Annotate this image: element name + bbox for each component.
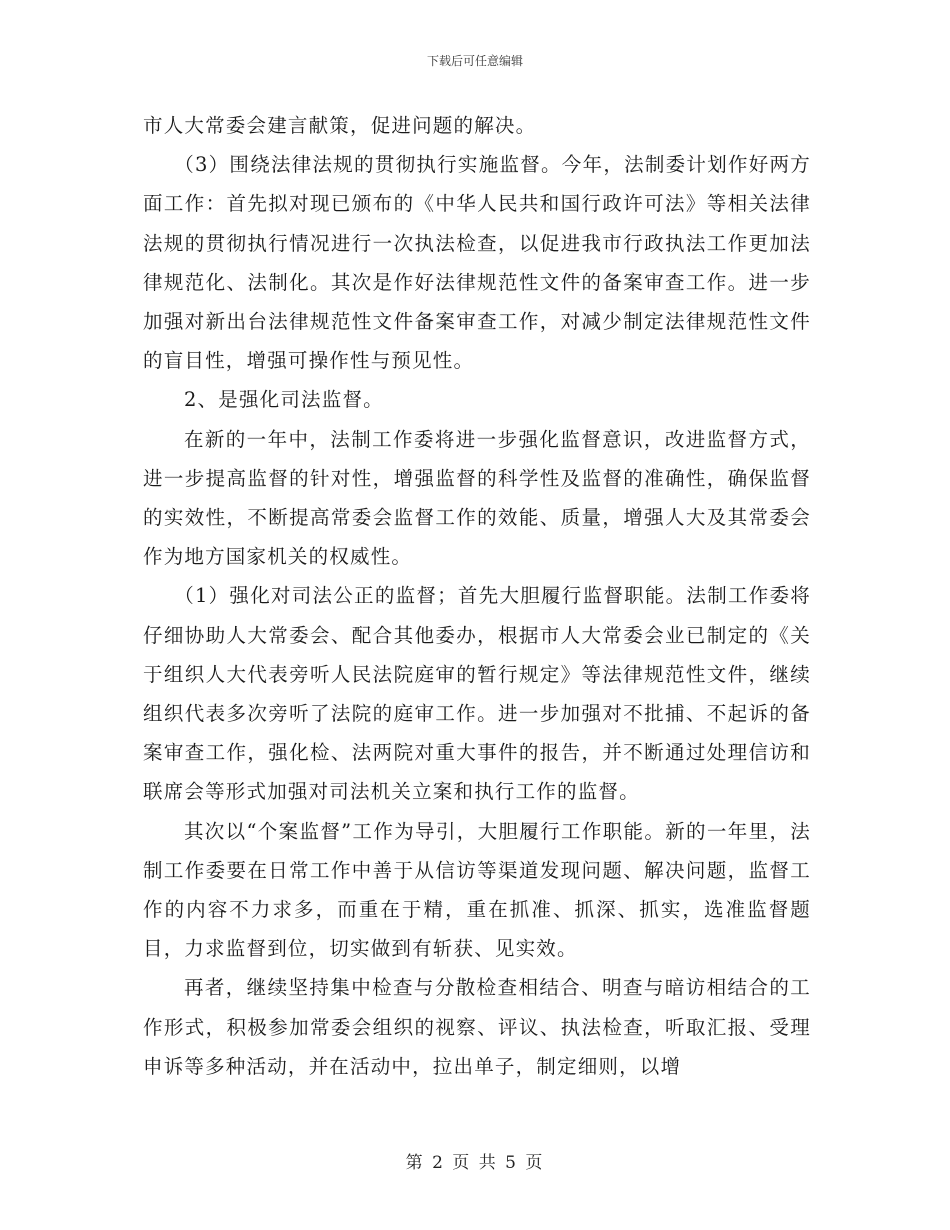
- paragraph-new-year: 在新的一年中，法制工作委将进一步强化监督意识，改进监督方式，进一步提高监督的针对性，增强监督的科学性及监督的准确性，确保监督的实效性，不断提高常委会监督工作的效能、质量，增强人大及其常委会作为地方国家机关的权威性。: [143, 427, 811, 569]
- paragraph-item-3: （3）围绕法律法规的贯彻执行实施监督。今年，法制委计划作好两方面工作：首先拟对现已颁布的《中华人民共和国行政许可法》等相关法律法规的贯彻执行情况进行一次执法检查，以促进我市行政执法工作更加法律规范化、法制化。其次是作好法律规范性文件的备案审查工作。进一步加强对新出台法律规范性文件备案审查工作，对减少制定法律规范性文件的盲目性，增强可操作性与预见性。: [143, 153, 811, 373]
- paragraph-case-supervision: 其次以“个案监督”工作为导引，大胆履行工作职能。新的一年里，法制工作委要在日常工作中善于从信访等渠道发现问题、解决问题，监督工作的内容不力求多，而重在于精，重在抓准、抓深、抓实，选准监督题目，力求监督到位，切实做到有斩获、见实效。: [143, 819, 811, 961]
- page-number: 第 2 页 共 5 页: [405, 1153, 545, 1173]
- page-header: 下载后可任意编辑: [426, 54, 523, 68]
- paragraph-furthermore: 再者，继续坚持集中检查与分散检查相结合、明查与暗访相结合的工作形式，积极参加常委会组织的视察、评议、执法检查，听取汇报、受理申诉等多种活动，并在活动中，拉出单子，制定细则，以增: [143, 976, 811, 1078]
- paragraph-continuation: 市人大常委会建言献策，促进问题的解决。: [143, 114, 537, 137]
- document-body: [143, 106, 811, 1086]
- section-heading-judicial-supervision: 2、是强化司法监督。: [183, 388, 384, 412]
- paragraph-item-1: （1）强化对司法公正的监督；首先大胆履行监督职能。法制工作委将仔细协助人大常委会、配合其他委办，根据市人大常委会业已制定的《关于组织人大代表旁听人民法院庭审的暂行规定》等法律规范性文件，继续组织代表多次旁听了法院的庭审工作。进一步加强对不批捕、不起诉的备案审查工作，强化检、法两院对重大事件的报告，并不断通过处理信访和联席会等形式加强对司法机关立案和执行工作的监督。: [143, 584, 811, 804]
